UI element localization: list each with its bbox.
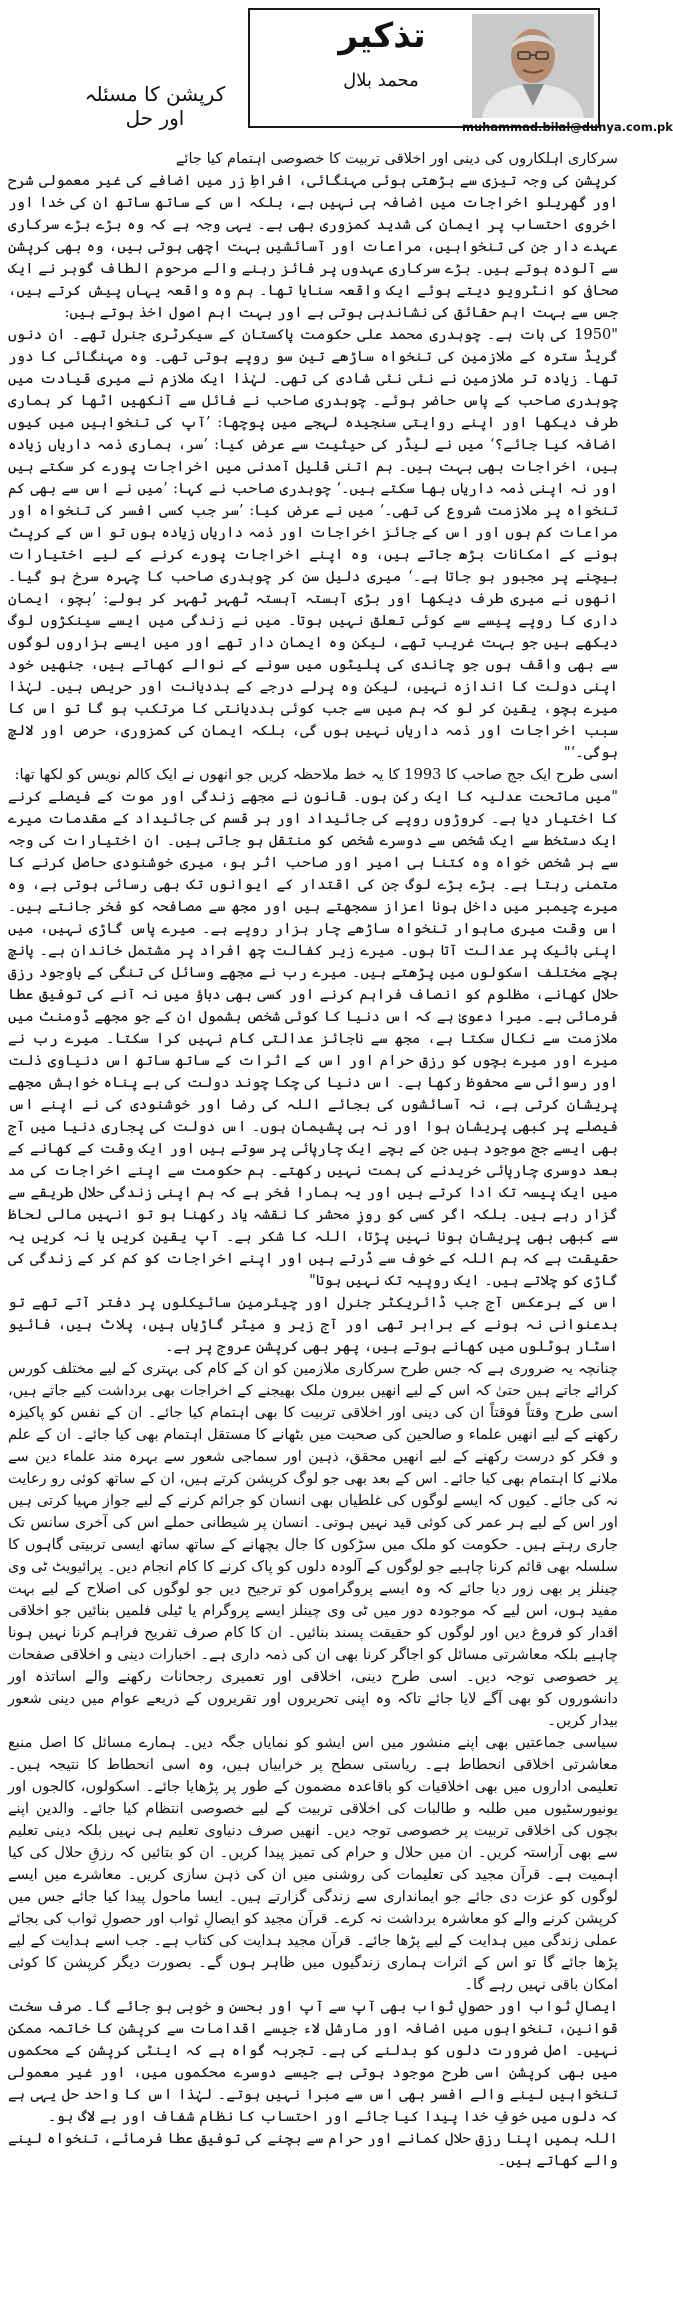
article-paragraph: اس کے برعکس آج جب ڈائریکٹر جنرل اور چیئرمین سائیکلوں پر دفتر آتے تھے تو بدعنوانی نہ ہونے کے برابر تھی اور آج زیر و میٹر گاڑیاں ہیں، پلاٹ ہیں، فائیو اسٹار ہوٹلوں میں کھانے ہوتے ہیں، پھر بھی کرپشن عروج پر ہے۔ — [8, 1294, 618, 1355]
article-paragraph: ایصالِ ثواب اور حصولِ ثواب بھی آپ سے آپ اور بحسن و خوبی ہو جائے گا۔ صرف سخت قوانین، تنخواہوں میں اضافہ اور مارشل لاء جیسے اقدامات سے کرپشن کا خاتمہ ممکن نہیں۔ اصل ضرورت دلوں کو بدلنے کی ہے۔ تجربہ گواہ ہے کہ اینٹی کرپشن کے محکموں میں بھی کرپشن اسی طرح موجود ہوتی ہے جیسے دوسرے محکموں میں، اور غیر معمولی تنخواہیں لینے والے افسر بھی اس سے مبرا نہیں ہوتے۔ لہٰذا اس کا واحد حل یہی ہے کہ دلوں میں خوفِ خدا پیدا کیا جائے اور احتساب کا نظام شفاف اور بے لاگ ہو۔ — [8, 1998, 618, 2125]
article-paragraph: چنانچہ یہ ضروری ہے کہ جس طرح سرکاری ملازمین کو ان کے کام کی بہتری کے لیے مختلف کورس کرائے جاتے ہیں حتیٰ کہ اس کے لیے انھیں بیرون ملک بھیجنے کے اخراجات بھی برداشت کیے جاتے ہیں، اسی طرح وقتاً فوقتاً ان کی دینی اور اخلاقی تربیت کا بھی اہتمام کیا جائے۔ ان کے نفس کو پاکیزہ رکھنے کے لیے انھیں علماء و صالحین کی صحبت میں بٹھانے کا مستقل اہتمام بھی کیا جائے۔ ان کے علم و فکر کو درست رکھنے کے لیے انھیں محقق، ذہین اور سماجی شعور سے بہرہ مند علماء دین سے ملانے کا اہتمام بھی کیا جائے۔ اس کے بعد بھی جو لوگ کرپشن کرتے ہیں، ان کے ساتھ کوئی رو رعایت نہ کی جائے۔ کیوں کہ ایسے لوگوں کی غلطیاں بھی انسان کو جرائم کرنے کے لیے جواز مہیا کرتی ہیں اور اس کے لیے ہر عمر کی کوئی قید نہیں ہوتی۔ انسان پر شیطانی حملے اس کی آخری سانس تک جاری رہتے ہیں۔ حکومت کو ملک میں سڑکوں کا جال بچھانے کے ساتھ ساتھ ایسی تربیتی گاہوں کا سلسلہ بھی قائم کرنا چاہیے جو لوگوں کے آلودہ دلوں کو پاک کرنے کا کام انجام دیں۔ پرائیویٹ ٹی وی چینلز پر بھی زور دیا جائے کہ وہ ایسے پروگراموں کو ترجیح دیں جو لوگوں کی اصلاح کے لیے بہت مفید ہوں، اس لیے کہ موجودہ دور میں ٹی وی چینلز ایسے پروگرام یا ٹیلی فلمیں بنائیں جو اخلاقی اقدار کو فروغ دیں اور لوگوں کو حقیقت پسند بنائیں۔ ان کا کام صرف تفریح فراہم کرنا نہیں ہونا چاہیے بلکہ معاشرتی مسائل کو اجاگر کرنا بھی ان کی ذمہ داری ہے۔ اخبارات دینی و اخلاقی صفحات پر خصوصی توجہ دیں۔ اسی طرح دینی، اخلاقی اور تعمیری رجحانات رکھنے والے اساتذہ اور دانشوروں کو بھی آگے لایا جائے تاکہ وہ اپنی تحریروں اور تقریروں کے ذریعے عوام میں دینی شعور بیدار کریں۔ — [8, 1360, 618, 1729]
author-byline: محمد بلال — [343, 70, 419, 91]
article-paragraph: "میں ماتحت عدلیہ کا ایک رکن ہوں۔ قانون نے مجھے زندگی اور موت کے فیصلے کرنے کا اختیار دیا ہے۔ کروڑوں روپے کی جائیداد اور ہر قسم کی جائیداد کے مقدمات میرے ایک دستخط سے ایک شخص سے دوسرے شخص کو منتقل ہو جاتی ہیں۔ ان اختیارات کی وجہ سے ہر شخص خواہ وہ کتنا ہی امیر اور صاحب اثر ہو، میری خوشنودی حاصل کرنے کا متمنی رہتا ہے۔ بڑے بڑے لوگ جن کی اقتدار کے ایوانوں تک بھی رسائی ہوتی ہے، وہ میرے چیمبر میں داخل ہونا اعزاز سمجھتے ہیں اور مجھ سے مصافحہ کو فخر جانتے ہیں۔ اس وقت میری ماہوار تنخواہ ساڑھے چار ہزار روپے ہے۔ میرے پاس گاڑی نہیں، میں اپنی بائیک پر عدالت آتا ہوں۔ میرے زیر کفالت چھ افراد پر مشتمل خاندان ہے۔ پانچ بچے مختلف اسکولوں میں پڑھتے ہیں۔ میرے رب نے مجھے وسائل کی تنگی کے باوجود رزق حلال کھانے، مظلوم کو انصاف فراہم کرنے اور کسی بھی دباؤ میں نہ آنے کی توفیق عطا فرمائی ہے۔ میرا دعویٰ ہے کہ اس دنیا کا کوئی شخص بشمول ان کے جو مجھے ڈومنٹ میں ملازمت سے نکال سکتا ہے، مجھ سے ناجائز عدالتی کام نہیں کرا سکتا۔ میرے رب نے میرے اور میرے بچوں کو رزق حرام اور اس کے اثرات کے ساتھ ساتھ اس دنیاوی ذلت اور رسوائی سے محفوظ رکھا ہے۔ اس دنیا کی چکا چوند دولت کی بے پناہ خواہش مجھے پریشان کرتی ہے، نہ آسائشوں کی بجائے اللہ کی رضا اور خوشنودی کی نے اپنے اس فیصلے پر کبھی پریشان ہوا اور نہ ہی پشیمان ہوں۔ اس دولت کی پجاری دنیا میں آج بھی ایسے جج موجود ہیں جن کے بچے ایک چارپائی پر سوتے ہیں اور ایک وقت کے کھانے کے بعد دوسری چارپائی خریدنے کی ہمت نہیں رکھتے۔ ہم حکومت سے اپنے اخراجات کی مد میں ایک پیسہ تک ادا کرتے ہیں اور یہ ہمارا فخر ہے کہ ہم اپنی زندگی حلال طریقے سے گزار رہے ہیں۔ بلکہ اگر کسی کو روزِ محشر کا نقشہ یاد رکھنا ہو تو انہیں مالی لحاظ سے کبھی بھی پریشان ہونا نہیں پڑتا، اللہ کا شکر ہے۔ آپ یقین کریں یا نہ کریں یہ حقیقت ہے کہ ہم اللہ کے خوف سے ڈرتے ہیں اور اپنے اخراجات کو کم کر کے زندگی کی گاڑی کو چلاتے ہیں۔ ایک روپیہ تک نہیں ہوتا" — [8, 788, 618, 1289]
article-body — [8, 148, 618, 2298]
author-photo — [472, 14, 594, 118]
author-portrait-icon — [472, 14, 594, 118]
article-paragraph: کرپشن کی وجہ تیزی سے بڑھتی ہوئی مہنگائی، افراطِ زر میں اضافے کی غیر معمولی شرح اور گھریلو اخراجات میں اضافہ ہی نہیں ہے، بلکہ اس کے ساتھ ساتھ ان کی خدا اور اخروی احتساب پر ایمان کی شدید کمزوری بھی ہے۔ یہی وجہ ہے کہ وہ بڑے بڑے سرکاری عہدے دار جن کی تنخواہیں، مراعات اور آسائشیں بہت اچھی ہوتی ہیں، وہ بھی کرپشن سے آلودہ ہوتے ہیں۔ بڑے سرکاری عہدوں پر فائز رہنے والے مرحوم الطاف گوہر نے ایک صحافی کو انٹرویو دیتے ہوئے ایک واقعہ سنایا تھا۔ ہم وہ واقعہ یہاں پیش کرتے ہیں، جس سے بہت اہم حقائق کی نشاندہی ہوتی ہے اور بہت اہم اصول اخذ ہوتے ہیں: — [8, 172, 618, 321]
column-header — [0, 0, 673, 138]
article-paragraph: سرکاری اہلکاروں کی دینی اور اخلاقی تربیت کا خصوصی اہتمام کیا جائے — [175, 150, 618, 167]
article-paragraph: اسی طرح ایک جج صاحب کا 1993 کا یہ خط ملاحظہ کریں جو انھوں نے ایک کالم نویس کو لکھا تھا: — [14, 766, 618, 783]
article-paragraph: "1950 کی بات ہے۔ چوہدری محمد علی حکومت پاکستان کے سیکرٹری جنرل تھے۔ ان دنوں گریڈ سترہ کے ملازمین کی تنخواہ ساڑھے تین سو روپے ہوتی تھی۔ وہ مہنگائی کا دور تھا۔ زیادہ تر ملازمین نے نئی نئی شادی کی تھی۔ لہٰذا ایک ملازم نے میری قیادت میں چوہدری صاحب کے پاس حاضر ہوئے۔ چوہدری صاحب نے فائل سے آنکھیں اٹھا کر ہماری طرف دیکھا اور اپنے روایتی سنجیدہ لہجے میں پوچھا: ’آپ کی تنخواہیں میں کیوں اضافہ کیا جائے؟‘ میں نے لیڈر کی حیثیت سے عرض کیا: ’سر، ہماری ذمہ داریاں زیادہ ہیں، اخراجات بھی بہت ہیں۔ ہم اتنی قلیل آمدنی میں اخراجات پورے کر سکتے ہیں اور نہ اپنی ذمہ داریاں بھا سکتے ہیں۔‘ چوہدری صاحب نے کہا: ’میں نے اس سے بھی کم تنخواہ پر ملازمت شروع کی تھی۔‘ میں نے عرض کیا: ’سر جب کسی افسر کی تنخواہ اور مراعات کم ہوں اور اس کے جائز اخراجات اور ذمہ داریاں زیادہ ہوں تو اس کے کرپٹ ہونے کے امکانات بڑھ جاتے ہیں، وہ اپنے اخراجات پورے کرنے کے لیے اختیارات بیچنے پر مجبور ہو جاتا ہے۔‘ میری دلیل سن کر چوہدری صاحب کا چہرہ سرخ ہو گیا۔ انھوں نے میری طرف دیکھا اور بڑی آہستہ آہستہ ٹھہر ٹھہر کر بولے: ’بچو، ایمان داری کا روپے پیسے سے کوئی تعلق نہیں ہوتا۔ میں نے زندگی میں ایسے سینکڑوں لوگ دیکھے ہیں جو بہت غریب تھے، لیکن وہ ایمان دار تھے اور میں ایسے ہزاروں لوگوں سے بھی واقف ہوں جو چاندی کی پلیٹوں میں سونے کے نوالے کھاتے ہیں، جنھیں خود اپنی دولت کا اندازہ نہیں، لیکن وہ پرلے درجے کے بددیانت اور حریص ہیں۔ لہٰذا میرے بچو، یقین کر لو کہ ہم میں سے جب کوئی بددیانتی کا مرتکب ہو گا تو اس کا سبب اخراجات اور ذمہ داریاں نہیں ہوں گی، بلکہ ایمان کی کمزوری، حرص اور لالچ ہوگی۔‘" — [8, 326, 618, 761]
article-paragraph: اللہ ہمیں اپنا رزق حلال کمانے اور حرام سے بچنے کی توفیق عطا فرمائے، تنخواہ لینے والے کھاتے ہیں۔ — [8, 2130, 618, 2169]
article-headline: کرپشن کا مسئلہ اور حل — [84, 82, 226, 130]
article-paragraph: سیاسی جماعتیں بھی اپنے منشور میں اس ایشو کو نمایاں جگہ دیں۔ ہمارے مسائل کا اصل منبع معاشرتی اخلاقی انحطاط ہے۔ ریاستی سطح پر خرابیاں ہیں، وہ اسی انحطاط کا نتیجہ ہیں۔ تعلیمی اداروں میں بھی اخلاقیات کو باقاعدہ مضمون کے طور پر پڑھایا جائے۔ اسکولوں، کالجوں اور یونیورسٹیوں میں طلبہ و طالبات کی اخلاقی تربیت کے لیے خصوصی انتظام کیا جائے۔ والدین اپنے بچوں کی اخلاقی تربیت پر خصوصی توجہ دیں۔ انھیں صرف دنیاوی تعلیم ہی نہیں بلکہ دینی تعلیم سے بھی آراستہ کریں۔ ان میں حلال و حرام کی تمیز پیدا کریں۔ ان کو بتائیں کہ رزقِ حلال کی کیا اہمیت ہے۔ قرآن مجید کی تعلیمات کی روشنی میں ان کی ذہن سازی کریں۔ معاشرے میں ایسے لوگوں کو عزت دی جائے جو ایمانداری سے زندگی گزارتے ہیں۔ ایسا ماحول پیدا کیا جائے جس میں کرپشن کرنے والے کو معاشرہ برداشت نہ کرے۔ قرآن مجید کو ایصالِ ثواب اور حصولِ ثواب کی بجائے عملی زندگی میں ہدایت کے لیے پڑھا جائے۔ قرآن مجید ہدایت کی کتاب ہے۔ جب اسے ہدایت کے لیے پڑھا جائے گا تو اس کے اثرات ہماری زندگیوں میں ظاہر ہوں گے۔ بصورت دیگر کرپشن کا کوئی امکان باقی نہیں رہے گا۔ — [8, 1734, 618, 1993]
column-title: تذکیر — [338, 16, 426, 56]
author-email: muhammad.bilal@dunya.com.pk — [462, 120, 673, 134]
